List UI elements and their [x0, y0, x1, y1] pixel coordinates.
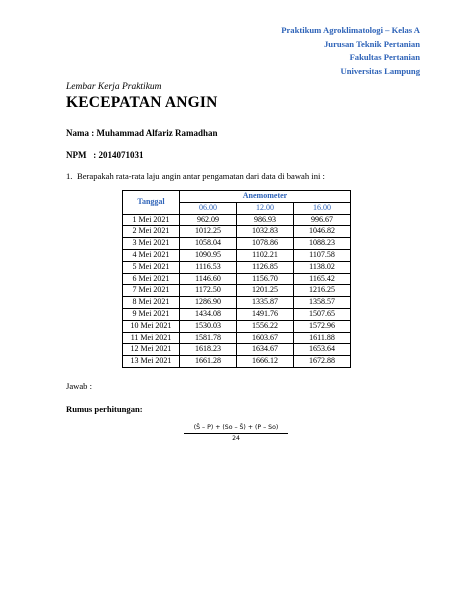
table-row [123, 261, 351, 273]
cell-1200: 1201.25 [237, 285, 294, 297]
header-course: Praktikum Agroklimatologi – Kelas A [281, 25, 420, 35]
cell-0600: 1581.78 [180, 332, 237, 344]
cell-1600: 1653.64 [294, 344, 351, 356]
cell-1200: 1634.67 [237, 344, 294, 356]
cell-0600: 1530.03 [180, 320, 237, 332]
npm-separator: : [86, 150, 99, 160]
cell-date: 2 Mei 2021 [123, 226, 180, 238]
table-row [123, 344, 351, 356]
header-university: Universitas Lampung [340, 65, 420, 76]
question-text: Berapakah rata-rata laju angin antar pengamatan dari data di bawah ini : [77, 171, 325, 181]
table-row [123, 238, 351, 250]
cell-1200: 1556.22 [237, 320, 294, 332]
column-header-0600: 06.00 [180, 202, 237, 214]
answer-label: Jawab : [66, 381, 93, 391]
cell-1200: 1491.76 [237, 308, 294, 320]
cell-date: 7 Mei 2021 [123, 285, 180, 297]
cell-0600: 1090.95 [180, 249, 237, 261]
cell-0600: 1116.53 [180, 261, 237, 273]
student-npm [66, 150, 144, 160]
cell-date: 9 Mei 2021 [123, 308, 180, 320]
cell-1200: 1102.21 [237, 249, 294, 261]
cell-1600: 1572.96 [294, 320, 351, 332]
cell-1200: 986.93 [237, 214, 294, 226]
cell-date: 12 Mei 2021 [123, 344, 180, 356]
cell-date: 8 Mei 2021 [123, 297, 180, 309]
cell-1200: 1603.67 [237, 332, 294, 344]
cell-date: 6 Mei 2021 [123, 273, 180, 285]
table-row [123, 297, 351, 309]
cell-date: 10 Mei 2021 [123, 320, 180, 332]
header-department: Jurusan Teknik Pertanian [324, 38, 420, 49]
cell-1600: 1107.58 [294, 249, 351, 261]
cell-1600: 1138.02 [294, 261, 351, 273]
cell-1200: 1156.70 [237, 273, 294, 285]
cell-date: 3 Mei 2021 [123, 238, 180, 250]
cell-0600: 1618.23 [180, 344, 237, 356]
question-number: 1. [66, 171, 73, 181]
formula-denominator: 24 [232, 435, 240, 442]
cell-0600: 1146.60 [180, 273, 237, 285]
document-title: KECEPATAN ANGIN [66, 94, 218, 111]
cell-0600: 1434.08 [180, 308, 237, 320]
formula [184, 424, 288, 442]
column-group-anemometer: Anemometer [180, 191, 351, 203]
student-name [66, 128, 218, 138]
formula-numerator: (S̄ – P) + (So – S̄) + (P – So) [184, 424, 288, 434]
question-1 [66, 171, 325, 181]
cell-1600: 1611.88 [294, 332, 351, 344]
npm-value: 2014071031 [98, 150, 144, 160]
cell-0600: 962.09 [180, 214, 237, 226]
table-row [123, 320, 351, 332]
name-label: Nama : [66, 128, 97, 138]
table-body [123, 214, 351, 367]
cell-date: 5 Mei 2021 [123, 261, 180, 273]
cell-0600: 1172.50 [180, 285, 237, 297]
column-header-1200: 12.00 [237, 202, 294, 214]
cell-1200: 1335.87 [237, 297, 294, 309]
cell-1200: 1032.83 [237, 226, 294, 238]
table-row [123, 249, 351, 261]
table-row [123, 356, 351, 368]
document-header [281, 24, 420, 78]
cell-0600: 1286.90 [180, 297, 237, 309]
npm-label: NPM [66, 150, 87, 160]
cell-1200: 1666.12 [237, 356, 294, 368]
table-row [123, 285, 351, 297]
table-row [123, 226, 351, 238]
cell-date: 11 Mei 2021 [123, 332, 180, 344]
cell-1600: 996.67 [294, 214, 351, 226]
cell-date: 13 Mei 2021 [123, 356, 180, 368]
header-faculty: Fakultas Pertanian [349, 52, 420, 63]
table-row [123, 214, 351, 226]
wind-speed-table [122, 190, 351, 368]
formula-title: Rumus perhitungan: [66, 404, 143, 414]
cell-1600: 1358.57 [294, 297, 351, 309]
cell-1600: 1046.82 [294, 226, 351, 238]
cell-0600: 1012.25 [180, 226, 237, 238]
cell-date: 4 Mei 2021 [123, 249, 180, 261]
cell-1600: 1088.23 [294, 238, 351, 250]
cell-1600: 1672.88 [294, 356, 351, 368]
cell-1200: 1078.86 [237, 238, 294, 250]
cell-0600: 1058.04 [180, 238, 237, 250]
column-header-1600: 16.00 [294, 202, 351, 214]
table-row [123, 308, 351, 320]
cell-1600: 1165.42 [294, 273, 351, 285]
name-value: Muhammad Alfariz Ramadhan [96, 128, 218, 138]
cell-date: 1 Mei 2021 [123, 214, 180, 226]
document-subtitle: Lembar Kerja Praktikum [66, 82, 162, 92]
table-row [123, 332, 351, 344]
table-row [123, 273, 351, 285]
cell-1200: 1126.85 [237, 261, 294, 273]
cell-1600: 1216.25 [294, 285, 351, 297]
column-header-tanggal: Tanggal [123, 191, 180, 215]
cell-1600: 1507.65 [294, 308, 351, 320]
cell-0600: 1661.28 [180, 356, 237, 368]
